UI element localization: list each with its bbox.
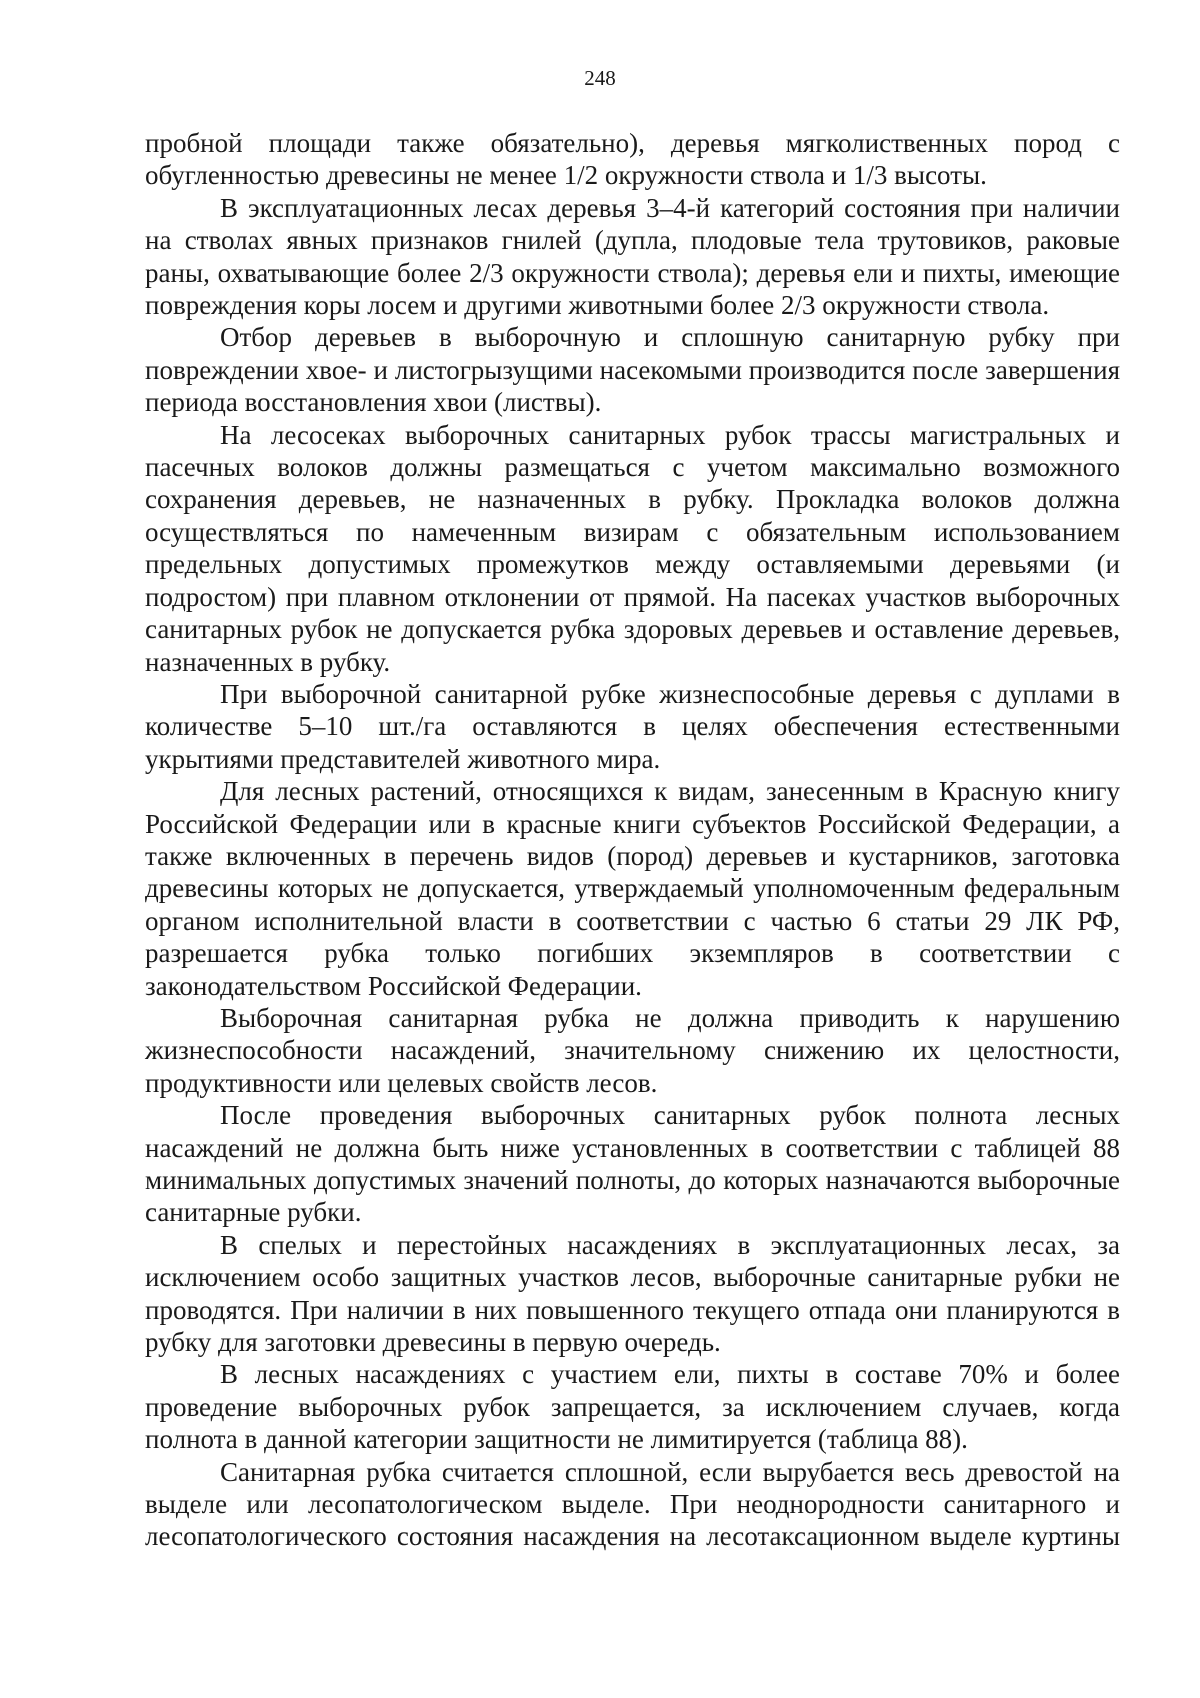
paragraph: Отбор деревьев в выборочную и сплошную санитарную рубку при повреждении хвое- и листогрызущими насекомыми производится после завершения периода восстановления хвои (листвы). [145,322,1120,418]
page-number: 248 [584,66,616,90]
paragraph: На лесосеках выборочных санитарных рубок трассы магистральных и пасечных волоков должны размещаться с учетом максимально возможного сохранения деревьев, не назначенных в рубку. Прокладка волоков должна осуществляться по намеченным визирам с обязательным использованием предельных допустимых промежутков между оставляемыми деревьями (и подростом) при плавном отклонении от прямой. На пасеках участков выборочных санитарных рубок не допускается рубка здоровых деревьев и оставление деревьев, назначенных в рубку. [145,419,1120,677]
paragraph-continuation: пробной площади также обязательно), деревья мягколиственных пород с обугленностью древесины не менее 1/2 окружности ствола и 1/3 высоты. [145,128,1120,191]
paragraph-truncated: Санитарная рубка считается сплошной, если вырубается весь древостой на выделе или лесопатологическом выделе. При неоднородности санитарного и лесопатологического состояния насаждения на лесотаксационном выделе куртины [145,1456,1120,1552]
document-body [145,127,1120,1553]
paragraph: В лесных насаждениях с участием ели, пихты в составе 70% и более проведение выборочных рубок запрещается, за исключением случаев, когда полнота в данной категории защитности не лимитируется (таблица 88). [145,1359,1120,1455]
paragraph: В спелых и перестойных насаждениях в эксплуатационных лесах, за исключением особо защитных участков лесов, выборочные санитарные рубки не проводятся. При наличии в них повышенного текущего отпада они планируются в рубку для заготовки древесины в первую очередь. [145,1229,1120,1358]
paragraph: После проведения выборочных санитарных рубок полнота лесных насаждений не должна быть ниже установленных в соответствии с таблицей 88 минимальных допустимых значений полноты, до которых назначаются выборочные санитарные рубки. [145,1100,1120,1228]
paragraph: Выборочная санитарная рубка не должна приводить к нарушению жизнеспособности насаждений, значительному снижению их целостности, продуктивности или целевых свойств лесов. [145,1002,1120,1098]
paragraph: Для лесных растений, относящихся к видам, занесенным в Красную книгу Российской Федерации или в красные книги субъектов Российской Федерации, а также включенных в перечень видов (пород) деревьев и кустарников, заготовка древесины которых не допускается, утверждаемый уполномоченным федеральным органом исполнительной власти в соответствии с частью 6 статьи 29 ЛК РФ, разрешается рубка только погибших экземпляров в соответствии с законодательством Российской Федерации. [145,776,1120,1001]
paragraph: При выборочной санитарной рубке жизнеспособные деревья с дуплами в количестве 5–10 шт./га оставляются в целях обеспечения естественными укрытиями представителей животного мира. [145,678,1120,774]
paragraph: В эксплуатационных лесах деревья 3–4-й категорий состояния при наличии на стволах явных признаков гнилей (дупла, плодовые тела трутовиков, раковые раны, охватывающие более 2/3 окружности ствола); деревья ели и пихты, имеющие повреждения коры лосем и другими животными более 2/3 окружности ствола. [145,192,1120,321]
